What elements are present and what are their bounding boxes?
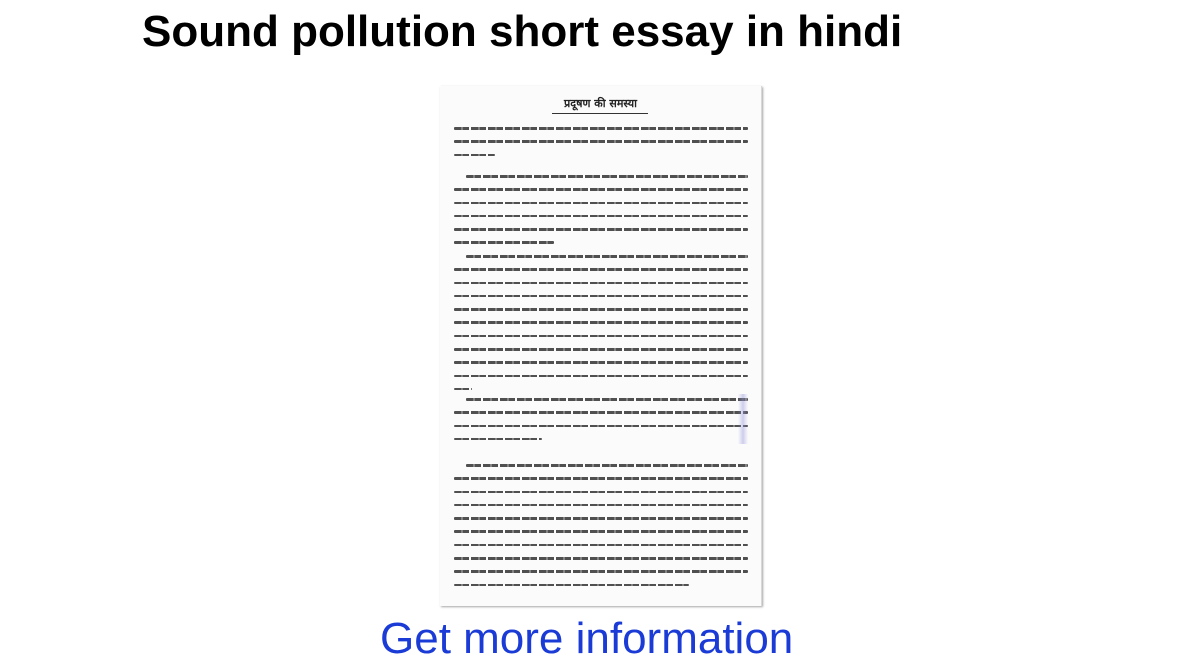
page-title: Sound pollution short essay in hindi	[142, 7, 903, 56]
more-info-link[interactable]: Get more information	[380, 614, 794, 663]
essay-paragraph-4	[454, 398, 748, 451]
essay-paragraph-1	[454, 127, 748, 167]
essay-scan-image	[440, 86, 762, 606]
heading-underline	[552, 113, 648, 114]
scan-smudge	[738, 394, 748, 444]
essay-heading: प्रदूषण की समस्या	[564, 97, 637, 110]
essay-paragraph-3	[454, 255, 748, 401]
essay-paragraph-5	[454, 464, 748, 597]
essay-paragraph-2	[454, 175, 748, 255]
